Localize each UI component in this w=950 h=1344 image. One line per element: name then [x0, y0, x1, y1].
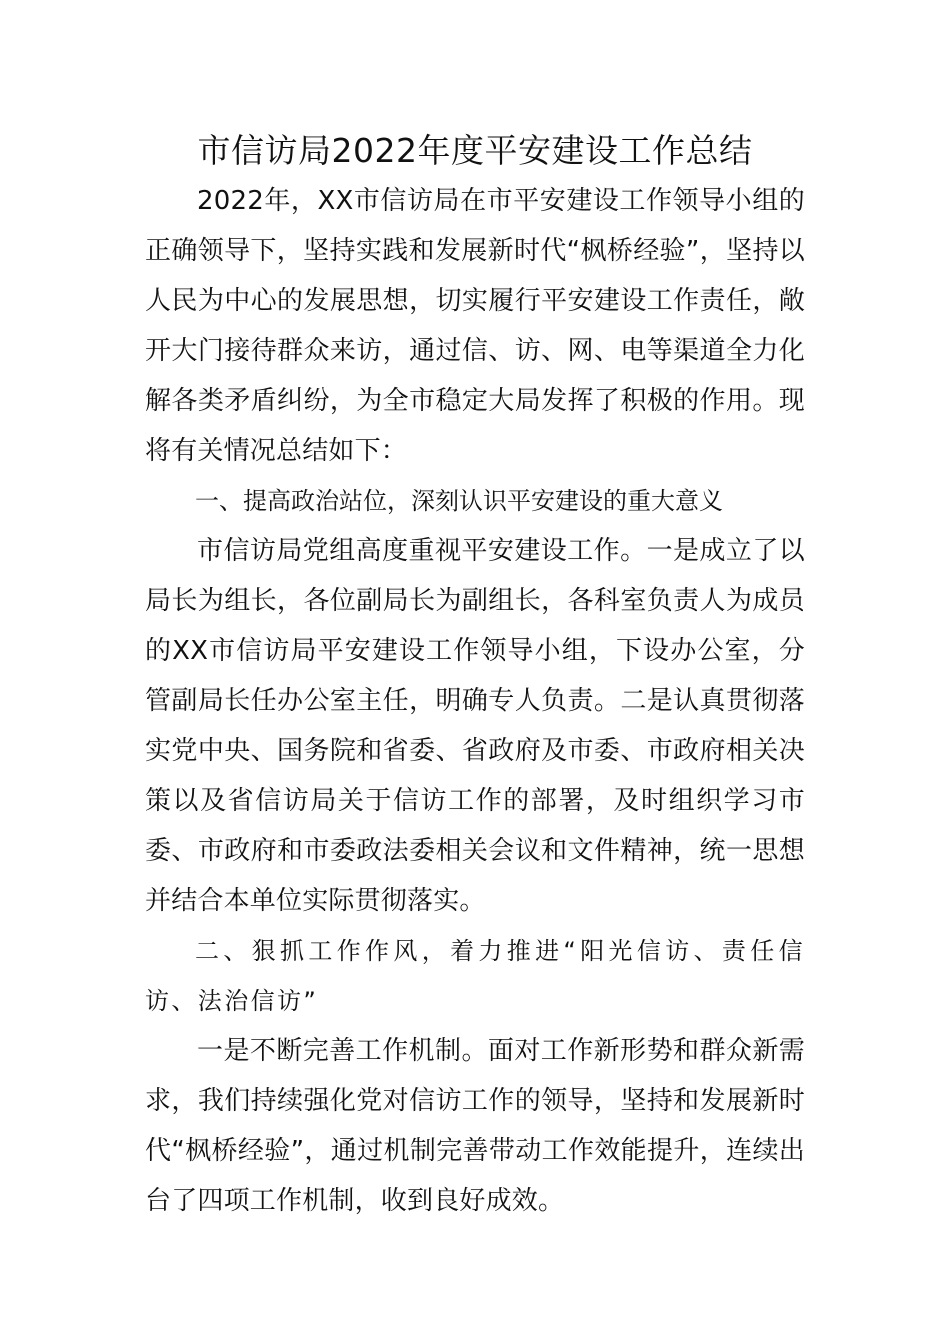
document-title: 市信访局2022年度平安建设工作总结 [197, 131, 753, 170]
intro-paragraph: 2022年，XX市信访局在市平安建设工作领导小组的正确领导下，坚持实践和发展新时代“枫桥经验”，坚持以人民为中心的发展思想，切实履行平安建设工作责任，敞开大门接待群众来访，通过信、访、网、电等渠道全力化解各类矛盾纠纷，为全市稳定大局发挥了积极的作用。现将有关情况总结如下： [145, 186, 805, 466]
section-2-paragraph: 一是不断完善工作机制。面对工作新形势和群众新需求，我们持续强化党对信访工作的领导，坚持和发展新时代“枫桥经验”，通过机制完善带动工作效能提升，连续出台了四项工作机制，收到良好成效。 [145, 1036, 805, 1216]
section-1-paragraph: 市信访局党组高度重视平安建设工作。一是成立了以局长为组长，各位副局长为副组长，各科室负责人为成员的XX市信访局平安建设工作领导小组，下设办公室，分管副局长任办公室主任，明确专人负责。二是认真贯彻落实党中央、国务院和省委、省政府及市委、市政府相关决策以及省信访局关于信访工作的部署，及时组织学习市委、市政府和市委政法委相关会议和文件精神，统一思想并结合本单位实际贯彻落实。 [145, 536, 805, 916]
section-heading-1: 一、提高政治站位，深刻认识平安建设的重大意义 [195, 487, 723, 515]
document-body [145, 176, 805, 1226]
section-heading-2: 二、狠抓工作作风，着力推进“阳光信访、责任信访、法治信访” [145, 937, 805, 1015]
